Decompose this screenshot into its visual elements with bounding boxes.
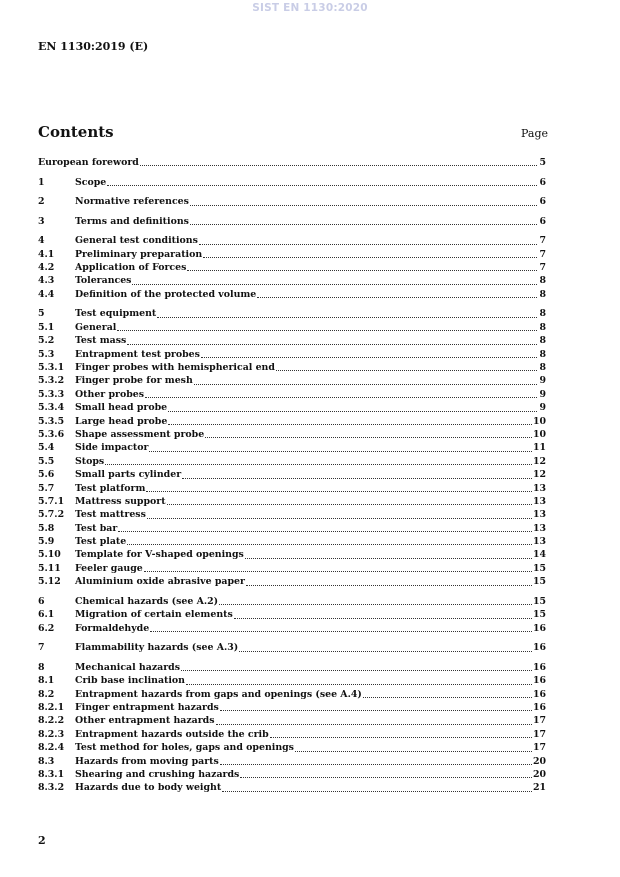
toc-entry[interactable] [38,608,546,621]
toc-entry-title: Small parts cylinder [75,469,182,481]
toc-entry[interactable] [38,176,546,189]
toc-entry-number: 6.2 [38,622,55,634]
dot-leader [127,343,537,345]
toc-entry[interactable] [38,215,546,228]
toc-entry[interactable] [38,482,546,495]
toc-entry-page: 8 [539,321,546,333]
table-of-contents [38,156,546,795]
toc-entry[interactable] [38,156,546,169]
toc-entry-page: 16 [532,701,546,713]
toc-entry-title: Stops [75,455,105,467]
dot-leader [190,223,537,225]
toc-entry[interactable] [38,495,546,508]
dot-leader [107,184,537,186]
toc-entry-number: 8.2.1 [38,701,65,713]
dot-leader [145,396,537,398]
toc-entry-title: Test plate [75,536,127,548]
toc-entry-number: 5.10 [38,549,61,561]
toc-entry[interactable] [38,641,546,654]
toc-entry-title: Entrapment hazards outside the crib [75,728,269,740]
toc-entry-title: Preliminary preparation [75,248,203,260]
toc-entry-number: 5.3.3 [38,388,65,400]
dot-leader [205,436,532,438]
toc-entry-title: Formaldehyde [75,622,150,634]
toc-entry[interactable] [38,595,546,608]
toc-entry-title: Template for V-shaped openings [75,549,244,561]
toc-entry[interactable] [38,755,546,768]
toc-entry-page: 12 [532,469,546,481]
toc-entry-number: 5.3.5 [38,415,65,427]
toc-entry-number: 8.1 [38,675,55,687]
toc-entry[interactable] [38,741,546,754]
toc-entry-number: 5.5 [38,455,55,467]
toc-entry-page: 16 [532,661,546,673]
toc-entry-number: 8.3.1 [38,768,65,780]
toc-entry[interactable] [38,274,546,287]
dot-leader [190,204,537,206]
toc-entry-page: 6 [539,176,546,188]
toc-entry[interactable] [38,374,546,387]
toc-entry-page: 12 [532,455,546,467]
toc-entry-page: 14 [532,549,546,561]
toc-entry-title: Terms and definitions [75,215,189,227]
dot-leader [105,463,532,465]
toc-entry[interactable] [38,535,546,548]
toc-entry[interactable] [38,622,546,635]
toc-entry-page: 13 [532,522,546,534]
dot-leader [270,736,532,738]
dot-leader [220,763,532,765]
page-number: 2 [38,834,46,847]
toc-entry-title: Finger probes with hemispherical end [75,362,275,374]
dot-leader [186,683,532,685]
toc-entry-number: 7 [38,642,45,654]
toc-entry-title: Test mass [75,335,127,347]
toc-entry[interactable] [38,234,546,247]
toc-entry-title: Scope [75,176,107,188]
toc-entry-number: 5.12 [38,576,61,588]
toc-entry[interactable] [38,508,546,521]
dot-leader [246,584,532,586]
toc-entry-number: 5 [38,308,45,320]
dot-leader [245,557,532,559]
dot-leader [181,669,532,671]
toc-entry-page: 20 [532,768,546,780]
toc-entry-page: 8 [539,348,546,360]
toc-entry[interactable] [38,261,546,274]
toc-entry-number: 2 [38,196,45,208]
toc-entry-number: 5.9 [38,536,55,548]
toc-entry-title: General test conditions [75,235,198,247]
dot-leader [295,750,532,752]
toc-entry[interactable] [38,701,546,714]
toc-entry[interactable] [38,321,546,334]
toc-entry-page: 15 [532,576,546,588]
dot-leader [240,776,532,778]
dot-leader [234,617,532,619]
toc-entry-page: 13 [532,509,546,521]
toc-entry-page: 13 [532,482,546,494]
toc-entry-number: 5.7 [38,482,55,494]
toc-entry-number: 5.8 [38,522,55,534]
dot-leader [140,164,537,166]
toc-entry-page: 7 [539,235,546,247]
toc-entry[interactable] [38,307,546,320]
toc-entry-number: 5.3.2 [38,375,65,387]
toc-entry-number: 5.4 [38,442,55,454]
toc-entry[interactable] [38,195,546,208]
toc-entry-page: 21 [532,782,546,794]
toc-entry[interactable] [38,768,546,781]
toc-entry-page: 8 [539,335,546,347]
toc-entry-title: Hazards from moving parts [75,755,219,767]
toc-entry-number: 5.1 [38,321,55,333]
toc-entry-title: Test platform [75,482,146,494]
toc-entry[interactable] [38,562,546,575]
dot-leader [363,696,532,698]
dot-leader [132,283,537,285]
toc-entry-number: 4.4 [38,288,55,300]
toc-entry-page: 13 [532,495,546,507]
toc-entry-page: 16 [532,642,546,654]
dot-leader [239,650,532,652]
dot-leader [257,296,537,298]
toc-entry-title: Flammability hazards (see A.3) [75,642,239,654]
toc-entry-number: 8.3.2 [38,782,65,794]
dot-leader [187,269,537,271]
toc-entry-page: 17 [532,742,546,754]
toc-entry-number: 4 [38,235,45,247]
toc-entry-title: General [75,321,117,333]
toc-entry[interactable] [38,455,546,468]
toc-entry-title: Test bar [75,522,118,534]
toc-entry-number: 5.11 [38,562,61,574]
toc-entry-number: 3 [38,215,45,227]
toc-entry-title: Feeler gauge [75,562,143,574]
toc-entry-page: 20 [532,755,546,767]
toc-entry-title: Crib base inclination [75,675,185,687]
toc-entry-title: Entrapment test probes [75,348,200,360]
dot-leader [167,503,532,505]
toc-entry-page: 15 [532,595,546,607]
toc-entry-page: 8 [539,308,546,320]
toc-entry-page: 9 [539,402,546,414]
dot-leader [194,383,537,385]
toc-entry-number: 1 [38,176,45,188]
toc-entry[interactable] [38,688,546,701]
dot-leader [117,329,537,331]
toc-entry[interactable] [38,548,546,561]
toc-entry-page: 10 [532,415,546,427]
toc-entry[interactable] [38,441,546,454]
toc-entry-number: 5.2 [38,335,55,347]
toc-entry-number: 8.2 [38,688,55,700]
toc-entry-title: Hazards due to body weight [75,782,222,794]
toc-entry-number: 5.7.2 [38,509,65,521]
toc-entry[interactable] [38,248,546,261]
toc-entry[interactable] [38,728,546,741]
dot-leader [149,450,531,452]
page-title: Contents [38,123,114,141]
toc-entry-title: Chemical hazards (see A.2) [75,595,219,607]
toc-entry-title: Normative references [75,196,189,208]
toc-entry-page: 9 [539,375,546,387]
dot-leader [222,790,532,792]
dot-leader [118,530,532,532]
toc-entry-page: 7 [539,262,546,274]
dot-leader [144,570,532,572]
dot-leader [199,243,537,245]
toc-entry-title: European foreword [38,157,139,168]
toc-entry-number: 8.2.4 [38,742,65,754]
toc-entry-title: Shape assessment probe [75,428,205,440]
toc-entry[interactable] [38,401,546,414]
toc-entry[interactable] [38,415,546,428]
toc-entry-number: 6 [38,595,45,607]
toc-entry[interactable] [38,428,546,441]
toc-entry-page: 15 [532,562,546,574]
toc-entry-number: 5.3.1 [38,362,65,374]
toc-entry-title: Side impactor [75,442,149,454]
toc-entry-number: 6.1 [38,609,55,621]
toc-entry-page: 6 [539,196,546,208]
toc-entry-page: 15 [532,609,546,621]
toc-entry-page: 16 [532,622,546,634]
toc-entry-title: Finger entrapment hazards [75,701,219,713]
toc-entry-number: 5.6 [38,469,55,481]
toc-entry-title: Application of Forces [75,262,187,274]
toc-entry-title: Entrapment hazards from gaps and openings (see A.4) [75,688,362,700]
toc-entry-title: Test method for holes, gaps and openings [75,742,294,754]
dot-leader [168,410,537,412]
toc-entry-title: Mattress support [75,495,166,507]
toc-entry-page: 17 [532,728,546,740]
watermark: SIST EN 1130:2020 [252,2,368,14]
toc-entry-page: 8 [539,275,546,287]
dot-leader [216,723,532,725]
toc-entry[interactable] [38,388,546,401]
toc-entry-title: Large head probe [75,415,168,427]
toc-entry-title: Shearing and crushing hazards [75,768,240,780]
toc-entry-number: 4.1 [38,248,55,260]
toc-entry-title: Finger probe for mesh [75,375,193,387]
dot-leader [219,603,532,605]
toc-entry[interactable] [38,661,546,674]
dot-leader [220,709,532,711]
toc-entry[interactable] [38,468,546,481]
toc-entry-page: 8 [539,288,546,300]
toc-entry[interactable] [38,522,546,535]
dot-leader [276,369,537,371]
toc-entry-page: 16 [532,688,546,700]
toc-entry-title: Test equipment [75,308,157,320]
dot-leader [203,256,537,258]
toc-entry-title: Mechanical hazards [75,661,180,673]
dot-leader [127,543,532,545]
toc-entry-number: 5.3.4 [38,402,65,414]
toc-entry[interactable] [38,714,546,727]
toc-entry-page: 10 [532,428,546,440]
dot-leader [182,477,532,479]
toc-entry-number: 8.2.2 [38,715,65,727]
toc-entry-page: 6 [539,215,546,227]
toc-entry-number: 5.3 [38,348,55,360]
toc-entry[interactable] [38,288,546,301]
toc-entry-title: Small head probe [75,402,168,414]
toc-entry-number: 8.3 [38,755,55,767]
toc-entry-number: 5.7.1 [38,495,65,507]
toc-entry-title: Definition of the protected volume [75,288,257,300]
dot-leader [157,316,537,318]
toc-entry-page: 8 [539,362,546,374]
toc-entry[interactable] [38,334,546,347]
toc-entry-title: Aluminium oxide abrasive paper [75,576,245,588]
toc-entry[interactable] [38,781,546,794]
toc-entry-title: Other probes [75,388,145,400]
toc-entry[interactable] [38,361,546,374]
toc-entry-number: 4.3 [38,275,55,287]
toc-entry-number: 4.2 [38,262,55,274]
toc-entry-title: Other entrapment hazards [75,715,215,727]
toc-entry-page: 11 [532,442,546,454]
toc-entry-page: 13 [532,536,546,548]
dot-leader [201,356,537,358]
dot-leader [168,423,532,425]
toc-entry-number: 8 [38,661,45,673]
toc-entry-page: 7 [539,248,546,260]
toc-entry[interactable] [38,348,546,361]
dot-leader [147,517,532,519]
toc-entry-number: 8.2.3 [38,728,65,740]
toc-entry-page: 16 [532,675,546,687]
toc-entry[interactable] [38,674,546,687]
toc-entry-page: 17 [532,715,546,727]
dot-leader [146,490,532,492]
page-column-label: Page [521,127,549,140]
toc-entry-page: 5 [539,157,546,168]
toc-entry[interactable] [38,575,546,588]
toc-entry-page: 9 [539,388,546,400]
toc-entry-title: Tolerances [75,275,132,287]
toc-entry-title: Migration of certain elements [75,609,233,621]
document-id: EN 1130:2019 (E) [38,40,149,53]
dot-leader [150,630,532,632]
toc-entry-title: Test mattress [75,509,146,521]
toc-entry-number: 5.3.6 [38,428,65,440]
